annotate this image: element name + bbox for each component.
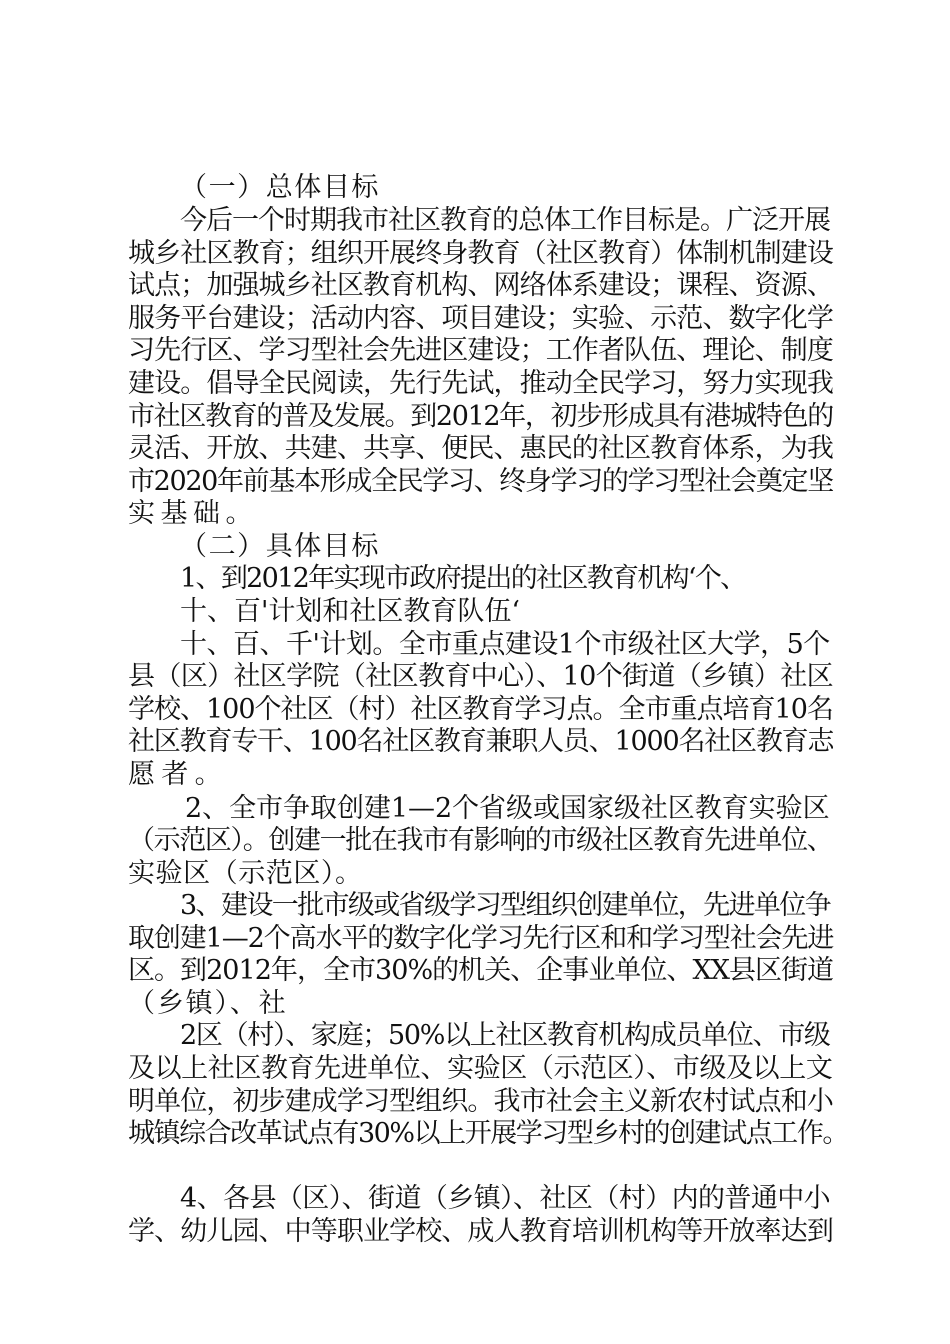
item-3-line: 明单位，初步建成学习型组织。我市社会主义新农村试点和小 xyxy=(128,1086,833,1117)
item-2-line: 实验区（示范区）。 xyxy=(128,858,363,889)
section-heading-specific-goals: （二）具体目标 xyxy=(180,531,380,562)
paragraph-line: 习先行区、学习型社会先进区建设；工作者队伍、理论、制度 xyxy=(128,335,833,366)
item-1-line: 十、百、千'计划。全市重点建设1个市级社区大学，5个 xyxy=(180,629,830,660)
paragraph-line: 灵活、开放、共建、共享、便民、惠民的社区教育体系，为我 xyxy=(128,433,833,464)
paragraph-line: 实基础。 xyxy=(128,498,258,529)
item-4-line: 4、各县（区）、街道（乡镇）、社区（村）内的普通中小 xyxy=(180,1183,831,1214)
item-1-line: 愿者。 xyxy=(128,759,228,790)
paragraph-line: 市社区教育的普及发展。到2012年，初步形成具有港城特色的 xyxy=(128,401,833,432)
item-4-line: 学、幼儿园、中等职业学校、成人教育培训机构等开放率达到 xyxy=(128,1216,833,1247)
paragraph-line: 城乡社区教育；组织开展终身教育（社区教育）体制机制建设 xyxy=(128,238,833,269)
paragraph-line: 服务平台建设；活动内容、项目建设；实验、示范、数字化学 xyxy=(128,303,833,334)
section-heading-overall-goals: （一）总体目标 xyxy=(180,172,380,203)
item-1-line: 1、到2012年实现市政府提出的社区教育机构‘个、 xyxy=(180,563,746,594)
item-3-line: （乡镇）、社 xyxy=(128,988,288,1019)
item-1-line: 县（区）社区学院（社区教育中心）、10个街道（乡镇）社区 xyxy=(128,661,833,692)
paragraph-line: 市2020年前基本形成全民学习、终身学习的学习型社会奠定坚 xyxy=(128,466,833,497)
item-3-line: 城镇综合改革试点有30%以上开展学习型乡村的创建试点工作。 xyxy=(128,1118,848,1149)
paragraph-line: 今后一个时期我市社区教育的总体工作目标是。广泛开展 xyxy=(180,205,830,236)
item-3-line: 3、建设一批市级或省级学习型组织创建单位，先进单位争 xyxy=(180,890,831,921)
item-3-line: 2区（村）、家庭；50%以上社区教育机构成员单位、市级 xyxy=(180,1020,830,1051)
paragraph-line: 建设。倡导全民阅读，先行先试，推动全民学习，努力实现我 xyxy=(128,368,833,399)
item-2-line: 2、全市争取创建1—2个省级或国家级社区教育实验区 xyxy=(185,793,830,824)
item-2-line: （示范区）。创建一批在我市有影响的市级社区教育先进单位、 xyxy=(128,825,833,856)
item-1-line: 学校、100个社区（村）社区教育学习点。全市重点培育10名 xyxy=(128,694,833,725)
item-3-line: 及以上社区教育先进单位、实验区（示范区）、市级及以上文 xyxy=(128,1053,833,1084)
item-3-line: 区。到2012年，全市30%的机关、企事业单位、XX县区街道 xyxy=(128,955,834,986)
item-3-line: 取创建1—2个高水平的数字化学习先行区和和学习型社会先进 xyxy=(128,923,834,954)
item-1-line: 十、百'计划和社区教育队伍‘ xyxy=(180,596,521,627)
item-1-line: 社区教育专干、100名社区教育兼职人员、1000名社区教育志 xyxy=(128,726,834,757)
paragraph-line: 试点；加强城乡社区教育机构、网络体系建设；课程、资源、 xyxy=(128,270,833,301)
